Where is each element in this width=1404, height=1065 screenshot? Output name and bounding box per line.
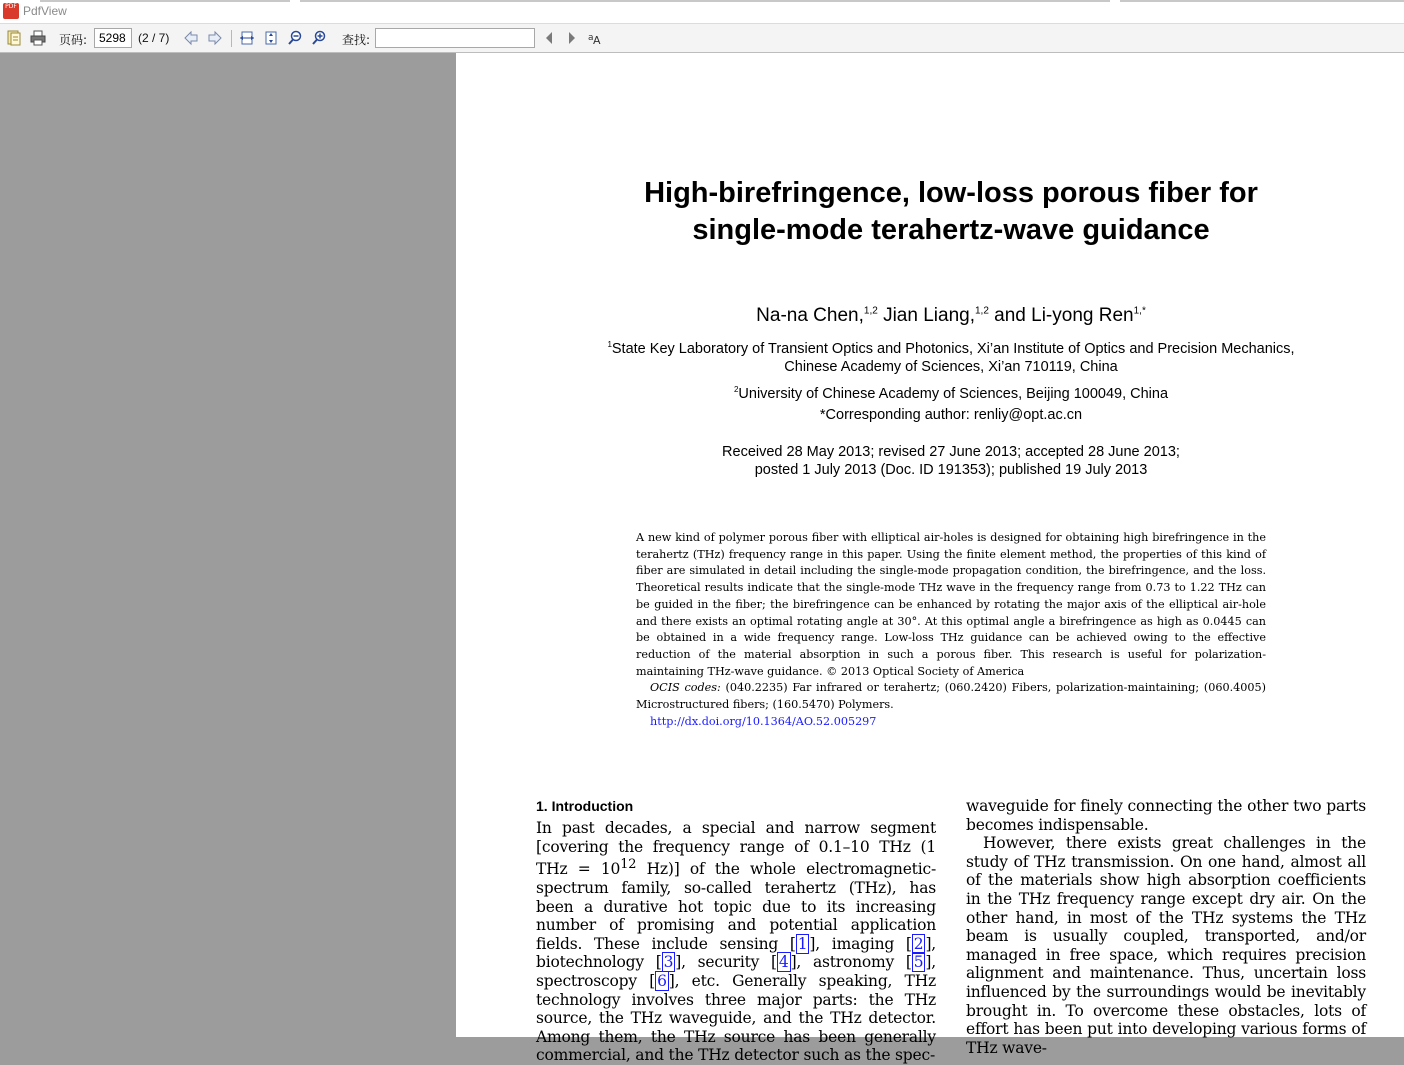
author-1: Na-na Chen,: [756, 305, 864, 326]
affiliation-1-marker: 1: [607, 340, 612, 349]
reference-link[interactable]: 1: [797, 934, 808, 953]
author-2-affil: 1,2: [974, 305, 989, 317]
pdf-page: [456, 53, 1404, 1065]
find-previous-icon[interactable]: [540, 29, 558, 47]
intro-text: Hz)] of the whole electromagnetic-spectrum family, so-called terahertz (THz), has been a durative hot topic due to its increasing number of promising and potential application fields. These include sensing [: [536, 860, 936, 953]
abstract: [636, 530, 1266, 730]
open-file-icon[interactable]: [5, 29, 23, 47]
doi-link[interactable]: http://dx.doi.org/10.1364/AO.52.005297: [650, 714, 877, 728]
affiliation-1: [556, 336, 1346, 376]
next-page-icon[interactable]: [206, 29, 224, 47]
author-2: Jian Liang,: [877, 305, 975, 326]
toolbar: [0, 24, 1404, 53]
window-title: PdfView: [23, 4, 67, 18]
page-label: 页码:: [59, 33, 88, 47]
right-paragraph-2: However, there exists great challenges in the study of THz transmission. On one hand, almost all of the materials show high absorption coefficients in the THz frequency range except dry air. On the other hand, in most of the THz systems the THz beam is usually coupled, transported, and/or managed in free space, which requires precision alignment and maintenance. Thus, uncertain loss influenced by the surroundings would be inevitably brought in. To overcome these obstacles, lots of effort has been put into developing various forms of THz wave-: [966, 834, 1366, 1057]
intro-text: ], spectroscopy [: [536, 953, 936, 990]
body-column-right: [966, 797, 1366, 1057]
match-case-icon[interactable]: [587, 29, 605, 47]
affiliation-2-marker: 2: [733, 385, 739, 394]
zoom-out-icon[interactable]: [286, 29, 304, 47]
reference-link[interactable]: 4: [778, 953, 789, 972]
author-3-affil: 1,*: [1133, 305, 1146, 317]
intro-text: In past decades, a special and narrow segment [covering the frequency range of 0.1–10 THz (1 THz = 10: [536, 819, 936, 879]
find-next-icon[interactable]: [563, 29, 581, 47]
received-dates: [556, 443, 1346, 479]
author-3: and Li-yong Ren: [988, 305, 1134, 326]
affiliation-1-line-2: Chinese Academy of Sciences, Xi’an 710119, China: [784, 358, 1118, 375]
reference-link[interactable]: 2: [913, 934, 924, 953]
find-input[interactable]: [375, 28, 535, 48]
section-heading: 1. Introduction: [536, 798, 634, 814]
intro-text: ], security [: [675, 953, 777, 972]
svg-text:a: a: [588, 33, 594, 43]
title-divider: [300, 0, 1110, 2]
intro-text: ], biotechnology [: [536, 934, 937, 972]
author-1-affil: 1,2: [863, 305, 878, 317]
title-bar: [0, 0, 1404, 24]
authors: [556, 305, 1346, 327]
intro-text: ], etc. Generally speaking, THz technology involves three major parts: the THz source, the THz waveguide, and the THz detector. Among them, the THz source has been generally commercial, and the THz detector such as the spec-: [536, 971, 936, 1065]
ocis-values: (040.2235) Far infrared or terahertz; (060.2420) Fibers, polarization-maintaining; (060.4005) Microstructured fibers; (160.5470) Polymers.: [636, 681, 1266, 712]
fit-width-icon[interactable]: [238, 29, 256, 47]
received-line-1: Received 28 May 2013; revised 27 June 2013; accepted 28 June 2013;: [722, 444, 1180, 460]
ocis-label: OCIS codes:: [650, 681, 721, 695]
intro-text: ], astronomy [: [790, 953, 912, 972]
corresponding-author: *Corresponding author: renliy@opt.ac.cn: [819, 407, 1083, 423]
affiliation-1-line-1: State Key Laboratory of Transient Optics and Photonics, Xi’an Institute of Optics and Precision Mechanics,: [611, 340, 1295, 357]
abstract-text: A new kind of polymer porous fiber with elliptical air-holes is designed for obtaining high birefringence in the terahertz (THz) frequency range in this paper. Using the finite element method, the properties of this kind of fiber are simulated in detail including the single-mode propagation condition, the birefringence, and the loss. Theoretical results indicate that the single-mode THz wave in the frequency range from 0.73 to 1.22 THz can be guided in the fiber; the birefringence can be enhanced by rotating the major axis of the elliptical air-hole and there exists an optimal rotating angle at 30°. At this optimal angle a birefringence as high as 0.0445 can be obtained in a wide frequency range. Low-loss THz guidance can be achieved owing to the effective reduction of the material absorption in such a porous fiber. This research is useful for polarization-maintaining THz-wave guidance. © 2013 Optical Society of America: [636, 531, 1266, 678]
previous-page-icon[interactable]: [182, 29, 200, 47]
toolbar-separator: [231, 30, 232, 47]
fit-page-icon[interactable]: [262, 29, 280, 47]
title-line-1: High-birefringence, low-loss porous fiber for: [644, 177, 1258, 209]
page-number-input[interactable]: 5298: [94, 28, 132, 48]
zoom-in-icon[interactable]: [310, 29, 328, 47]
reference-link[interactable]: 6: [657, 971, 667, 990]
ocis-codes: [636, 680, 1266, 713]
svg-text:A: A: [593, 34, 601, 47]
affiliation-2-text: University of Chinese Academy of Sciences, Beijing 100049, China: [738, 385, 1169, 402]
title-line-2: single-mode terahertz-wave guidance: [692, 214, 1210, 246]
body-column-left: [536, 819, 936, 1065]
intro-exponent: 12: [620, 857, 637, 873]
page-count: (2 / 7): [138, 31, 170, 45]
intro-paragraph: [536, 819, 936, 1065]
find-label: 查找:: [342, 33, 371, 47]
right-paragraph-1: waveguide for finely connecting the other two parts becomes indispensable.: [966, 797, 1366, 834]
title-divider: [40, 0, 290, 2]
title-divider: [1120, 0, 1404, 2]
reference-link[interactable]: 3: [663, 953, 674, 972]
print-icon[interactable]: [29, 29, 47, 47]
paper-title: [596, 175, 1306, 249]
pdf-app-icon: PDF: [3, 3, 19, 19]
intro-text: ], imaging [: [809, 934, 912, 953]
reference-link[interactable]: 5: [913, 953, 924, 972]
received-line-2: posted 1 July 2013 (Doc. ID 191353); published 19 July 2013: [754, 462, 1148, 478]
affiliation-2: [556, 381, 1346, 403]
